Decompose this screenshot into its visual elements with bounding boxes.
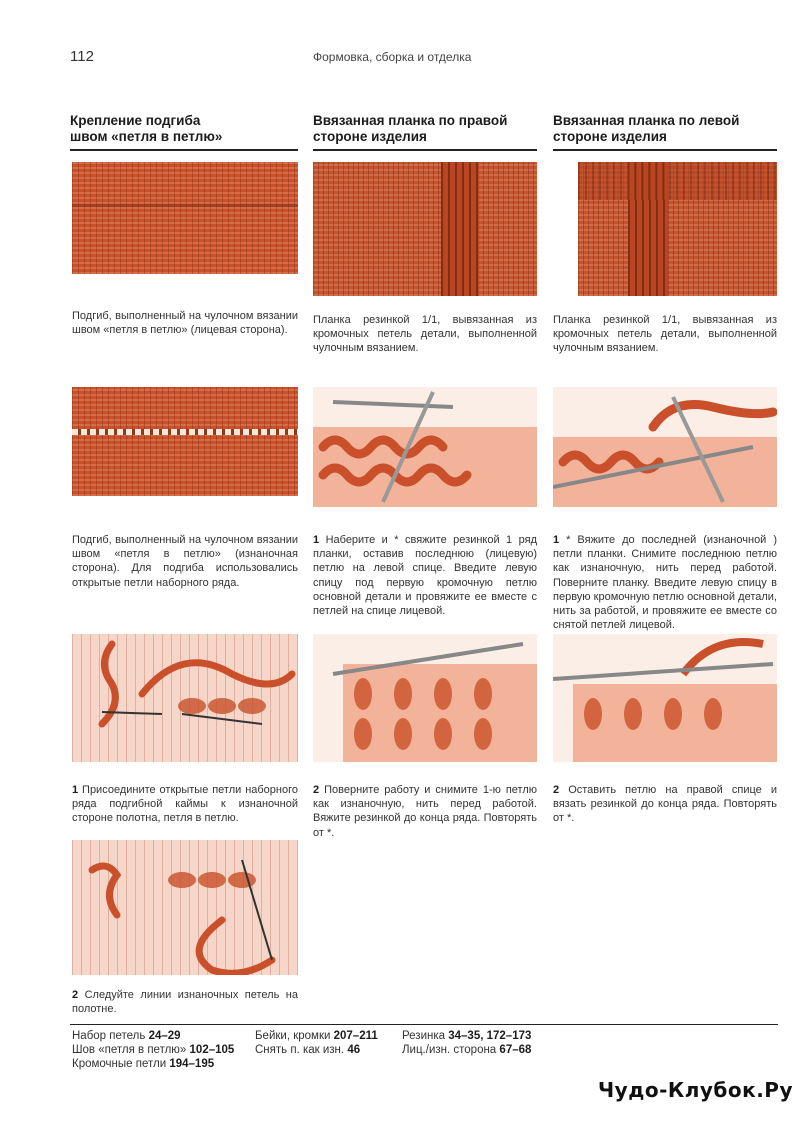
reference-label: Набор петель xyxy=(72,1030,146,1042)
caption-right-band: Планка резинкой 1/1, вывязанная из кромочных петель детали, выполненной чулочным вязанием. xyxy=(313,314,537,355)
illustration-left-step-2 xyxy=(553,634,777,762)
reference-label: Резинка xyxy=(402,1030,446,1042)
step-number: 1 xyxy=(313,534,320,546)
step-text: Следуйте линии изнаночных петель на полотне. xyxy=(72,989,298,1016)
step-number: 2 xyxy=(72,989,79,1001)
reference-item xyxy=(72,1029,252,1043)
illustration-right-step-1 xyxy=(313,387,537,507)
step-text: Присоедините открытые петли наборного ряда подгибной каймы к изнаночной стороне полотна, петля в петлю. xyxy=(72,784,298,825)
hem-sewing-illustration xyxy=(72,634,298,762)
reference-label: Шов «петля в петлю» xyxy=(72,1044,187,1056)
column-title-line: стороне изделия xyxy=(313,129,427,144)
step-number: 1 xyxy=(553,534,560,546)
photo-hem-back xyxy=(72,387,298,496)
reference-item xyxy=(72,1043,252,1057)
reference-item xyxy=(72,1057,252,1071)
reference-pages: 34–35, 172–173 xyxy=(448,1030,532,1042)
column-rule xyxy=(553,149,777,151)
reference-item xyxy=(255,1043,405,1057)
reference-label: Снять п. как изн. xyxy=(255,1044,345,1056)
illustration-left-step-1 xyxy=(553,387,777,507)
column-title-right-band xyxy=(313,113,543,145)
reference-label: Кромочные петли xyxy=(72,1058,167,1070)
photo-right-band xyxy=(313,162,537,296)
illustration-right-step-2 xyxy=(313,634,537,762)
caption-right-step-1 xyxy=(313,533,537,618)
reference-pages: 207–211 xyxy=(333,1030,378,1042)
reference-column-2 xyxy=(255,1029,405,1057)
reference-item xyxy=(402,1029,602,1043)
rib-knitting-illustration xyxy=(313,634,537,762)
step-text: * Вяжите до последней (изнаночной ) петли планки. Снимите последнюю петлю как изнаночную, нить перед работой. Поверните планку. Введите левую спицу в первую кромочную петлю основной детали, нить за работой, и провяжите ее вместе со снятой петлей лицевой. xyxy=(553,534,777,632)
column-title-hem xyxy=(70,113,300,145)
step-text: Поверните работу и снимите 1-ю петлю как изнаночную, нить перед работой. Вяжите резинкой до конца ряда. Повторять от *. xyxy=(313,784,537,839)
reference-item xyxy=(402,1043,602,1057)
reference-column-3 xyxy=(402,1029,602,1057)
caption-left-step-2 xyxy=(553,783,777,826)
joining-seam xyxy=(72,429,298,435)
step-number: 2 xyxy=(553,784,560,796)
caption-hem-back: Подгиб, выполненный на чулочном вязании швом «петля в петлю» (изнаночная сторона). Для подгиба использовались открытые петли наборного ряда. xyxy=(72,534,298,589)
column-title-line: Ввязанная планка по правой xyxy=(313,113,508,128)
reference-column-1 xyxy=(72,1029,252,1071)
photo-hem-front xyxy=(72,162,298,274)
column-rule xyxy=(313,149,537,151)
step-number: 2 xyxy=(313,784,320,796)
footer-rule xyxy=(70,1024,778,1025)
ribbed-band xyxy=(441,162,479,296)
step-number: 1 xyxy=(72,784,79,796)
column-title-line: швом «петля в петлю» xyxy=(70,129,223,144)
reference-label: Бейки, кромки xyxy=(255,1030,331,1042)
column-title-line: стороне изделия xyxy=(553,129,667,144)
reference-pages: 194–195 xyxy=(169,1058,215,1070)
step-text: Наберите и * свяжите резинкой 1 ряд планки, оставив последнюю (лицевую) петлю на левой спице. Введите левую спицу под первую кромочную петлю основной детали и провяжите ее вместе с петлей на спице лицевой. xyxy=(313,534,537,618)
reference-pages: 24–29 xyxy=(148,1030,181,1042)
reference-item xyxy=(255,1029,405,1043)
running-title: Формовка, сборка и отделка xyxy=(313,50,472,64)
hem-sewing-illustration xyxy=(72,840,298,975)
rib-knitting-illustration xyxy=(553,634,777,762)
column-title-line: Ввязанная планка по левой xyxy=(553,113,740,128)
column-title-line: Крепление подгиба xyxy=(70,113,201,128)
ribbed-edge xyxy=(578,162,777,200)
fold-line xyxy=(72,204,298,207)
caption-right-step-2 xyxy=(313,783,537,840)
page-number: 112 xyxy=(70,48,94,65)
reference-pages: 102–105 xyxy=(189,1044,235,1056)
caption-left-step-1 xyxy=(553,533,777,632)
caption-hem-front: Подгиб, выполненный на чулочном вязании швом «петля в петлю» (лицевая сторона). xyxy=(72,310,298,337)
photo-left-band xyxy=(578,162,777,296)
illustration-hem-step-2 xyxy=(72,840,298,975)
reference-pages: 46 xyxy=(347,1044,361,1056)
step-text: Оставить петлю на правой спице и вязать резинкой до конца ряда. Повторять от *. xyxy=(553,784,777,825)
knitting-needles-illustration xyxy=(313,387,537,507)
column-rule xyxy=(70,149,298,151)
knitting-needles-illustration xyxy=(553,387,777,507)
reference-pages: 67–68 xyxy=(499,1044,532,1056)
caption-left-band: Планка резинкой 1/1, вывязанная из кромочных петель детали, выполненной чулочным вязанием. xyxy=(553,314,777,355)
illustration-hem-step-1 xyxy=(72,634,298,762)
column-title-left-band xyxy=(553,113,783,145)
reference-label: Лиц./изн. сторона xyxy=(402,1044,497,1056)
caption-hem-step-1 xyxy=(72,783,298,826)
site-watermark: Чудо-Клубок.Ру xyxy=(598,1078,793,1102)
caption-hem-step-2 xyxy=(72,988,298,1016)
